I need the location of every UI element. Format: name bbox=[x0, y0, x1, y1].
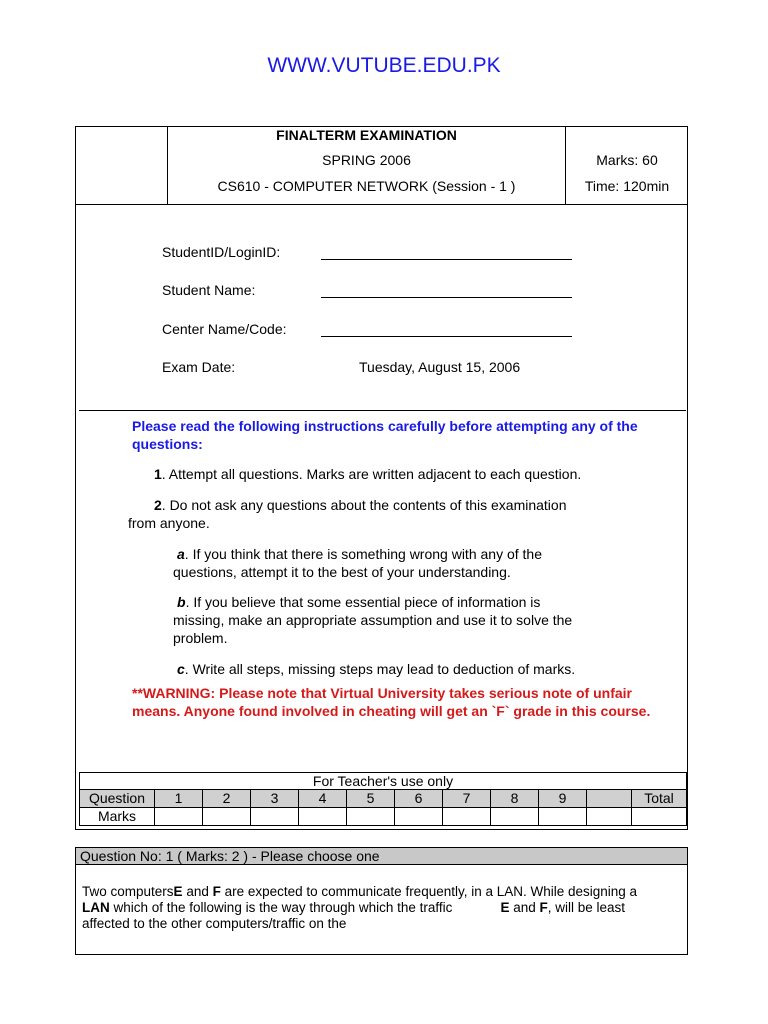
question-col-6: 6 bbox=[395, 790, 443, 808]
instructions-heading: Please read the following instructions carefully before attempting any of the questions: bbox=[132, 418, 638, 452]
instruction-2-number: 2 bbox=[154, 497, 162, 513]
student-name-field[interactable] bbox=[321, 297, 572, 298]
total-marks: Marks: 60 bbox=[596, 152, 658, 168]
question-col-10 bbox=[587, 790, 632, 808]
instruction-b-letter: b bbox=[177, 594, 186, 610]
student-name-label: Student Name: bbox=[162, 282, 256, 298]
question-col-9: 9 bbox=[539, 790, 587, 808]
instruction-1 bbox=[154, 465, 581, 483]
question-text-part: affected to the other computers/traffic on the bbox=[82, 916, 347, 931]
instruction-b-text: . If you believe that some essential piece of information is bbox=[185, 594, 541, 610]
instruction-2-continued: from anyone. bbox=[128, 515, 210, 531]
computer-f: F bbox=[539, 900, 548, 915]
question-col-4: 4 bbox=[299, 790, 347, 808]
marks-cell[interactable] bbox=[347, 808, 395, 826]
header-divider bbox=[75, 204, 688, 205]
marks-cell[interactable] bbox=[491, 808, 539, 826]
exam-term: SPRING 2006 bbox=[322, 152, 411, 168]
question-text bbox=[82, 884, 682, 932]
computer-f: F bbox=[212, 884, 221, 899]
question-text-part: which of the following is the way through which the traffic bbox=[109, 900, 453, 915]
question-text-part: Two computers bbox=[82, 884, 174, 899]
cheating-warning: **WARNING: Please note that Virtual University takes serious note of unfair means. Anyone found involved in cheating will get an `F` grade in this course. bbox=[132, 685, 651, 719]
instruction-a-letter: a bbox=[177, 546, 185, 562]
instruction-c-text: . Write all steps, missing steps may lead to deduction of marks. bbox=[184, 661, 576, 677]
marks-cell[interactable] bbox=[203, 808, 251, 826]
exam-title: FINALTERM EXAMINATION bbox=[276, 127, 457, 143]
site-link[interactable]: WWW.VUTUBE.EDU.PK bbox=[267, 54, 501, 77]
center-label: Center Name/Code: bbox=[162, 321, 287, 337]
question-text-part: are expected to communicate frequently, in a LAN. While designing a bbox=[220, 884, 638, 899]
computer-e: E bbox=[500, 900, 510, 915]
section-divider bbox=[79, 410, 686, 411]
instruction-c-letter: c bbox=[177, 661, 185, 677]
total-marks-cell[interactable] bbox=[632, 808, 687, 826]
marks-cell[interactable] bbox=[155, 808, 203, 826]
marks-row-label: Marks bbox=[80, 808, 155, 826]
instruction-2 bbox=[154, 496, 567, 514]
instruction-1-text: . Attempt all questions. Marks are written adjacent to each question. bbox=[161, 466, 582, 482]
marks-cell[interactable] bbox=[395, 808, 443, 826]
question-text-part: , will be least bbox=[547, 900, 626, 915]
question-col-8: 8 bbox=[491, 790, 539, 808]
question-col-1: 1 bbox=[155, 790, 203, 808]
student-id-label: StudentID/LoginID: bbox=[162, 244, 281, 260]
marks-cell[interactable] bbox=[299, 808, 347, 826]
instruction-1-number: 1 bbox=[154, 466, 162, 482]
lan-term: LAN bbox=[82, 900, 110, 915]
question-text-part: and bbox=[182, 884, 213, 899]
instruction-b-continued: missing, make an appropriate assumption and use it to solve the bbox=[173, 612, 573, 628]
question-header: Question No: 1 ( Marks: 2 ) - Please choose one bbox=[75, 847, 688, 865]
teacher-table-title: For Teacher's use only bbox=[80, 773, 687, 790]
student-id-field[interactable] bbox=[321, 259, 572, 260]
marks-cell[interactable] bbox=[251, 808, 299, 826]
exam-date-label: Exam Date: bbox=[162, 359, 236, 375]
instruction-2-text: . Do not ask any questions about the contents of this examination bbox=[161, 497, 567, 513]
total-column-label: Total bbox=[632, 790, 687, 808]
instruction-c bbox=[177, 660, 575, 678]
instruction-a-text: . If you think that there is something wrong with any of the bbox=[184, 546, 542, 562]
question-col-5: 5 bbox=[347, 790, 395, 808]
instruction-a-continued: questions, attempt it to the best of your understanding. bbox=[173, 564, 511, 580]
course-name: CS610 - COMPUTER NETWORK (Session - 1 ) bbox=[217, 178, 516, 194]
exam-date-value: Tuesday, August 15, 2006 bbox=[359, 359, 521, 375]
computer-e: E bbox=[173, 884, 183, 899]
instruction-b bbox=[177, 593, 540, 611]
marks-cell[interactable] bbox=[587, 808, 632, 826]
center-field[interactable] bbox=[321, 336, 572, 337]
marks-cell[interactable] bbox=[539, 808, 587, 826]
question-col-3: 3 bbox=[251, 790, 299, 808]
question-col-7: 7 bbox=[443, 790, 491, 808]
exam-time: Time: 120min bbox=[584, 178, 670, 194]
question-text-part: and bbox=[509, 900, 540, 915]
question-col-2: 2 bbox=[203, 790, 251, 808]
question-row-label: Question bbox=[80, 790, 155, 808]
marks-cell[interactable] bbox=[443, 808, 491, 826]
instruction-a bbox=[177, 545, 542, 563]
instruction-b-continued-2: problem. bbox=[173, 630, 228, 646]
teacher-marks-table bbox=[79, 772, 687, 826]
